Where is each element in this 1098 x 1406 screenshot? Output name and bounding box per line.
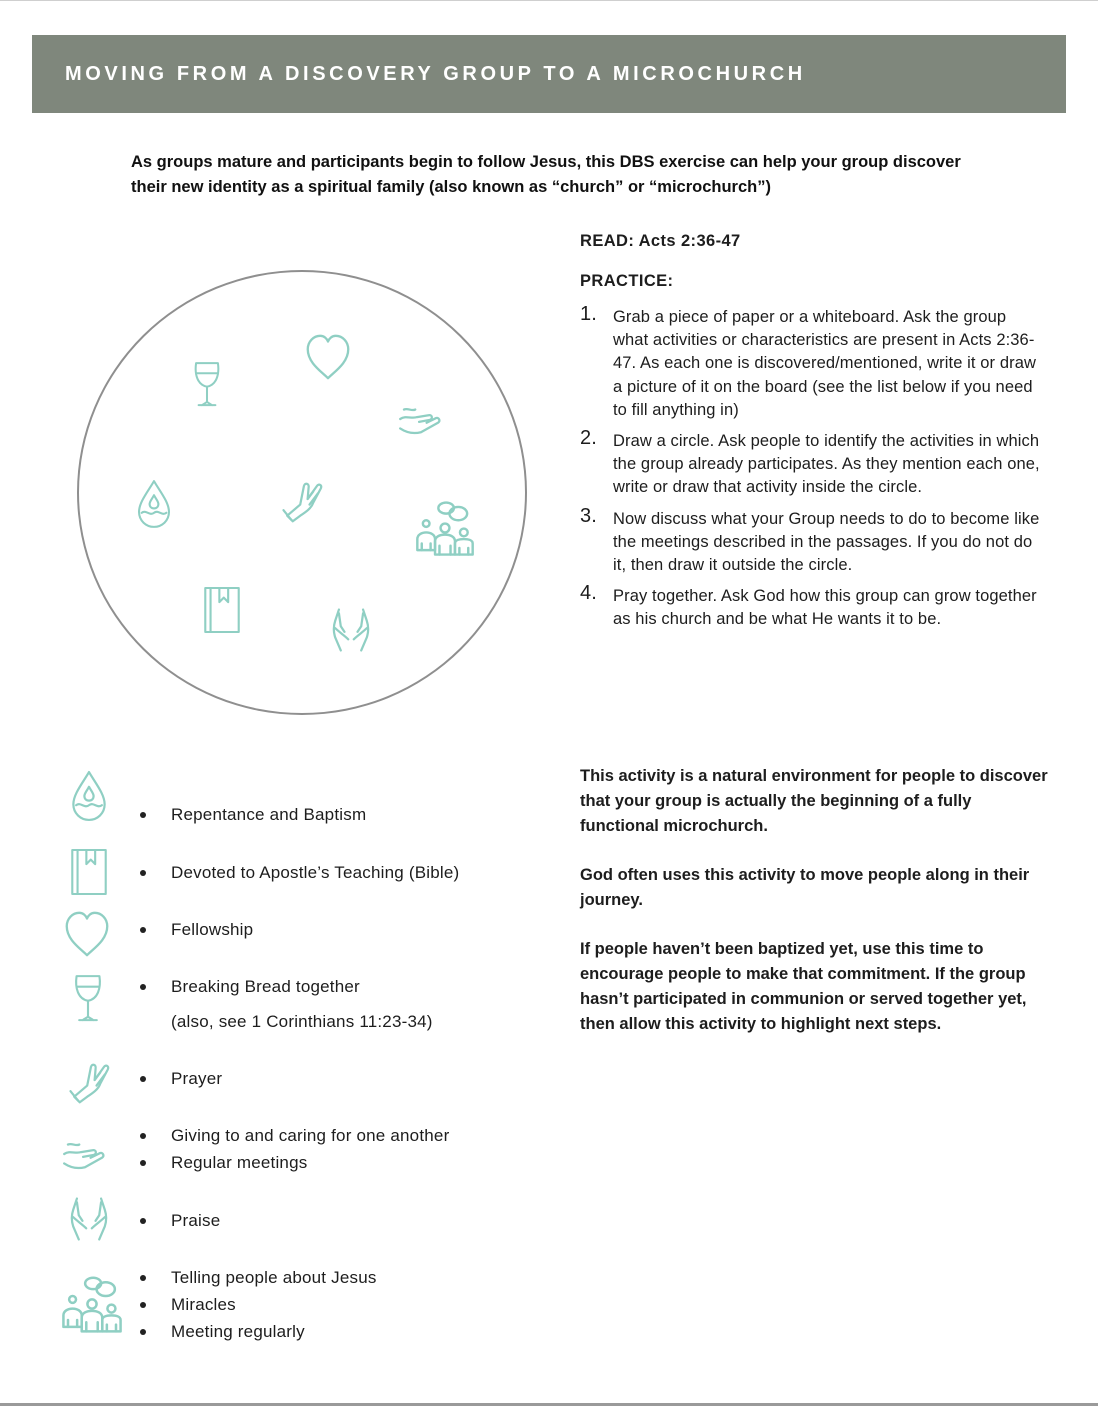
list-item-label: Regular meetings	[171, 1153, 308, 1172]
list-item-label: Repentance and Baptism	[171, 805, 367, 824]
list-item-label: Devoted to Apostle’s Teaching (Bible)	[171, 863, 460, 882]
praying-hands-icon	[277, 473, 329, 525]
step-text: Pray together. Ask God how this group can grow together as his church and be what He wants it to be.	[613, 587, 1037, 629]
praise-hands-icon	[325, 604, 377, 656]
people-talking-icon	[58, 1272, 126, 1336]
practice-section	[580, 229, 1040, 640]
heart-icon	[60, 907, 114, 961]
water-drop-icon	[132, 473, 176, 535]
list-item-label: Miracles	[171, 1295, 236, 1314]
title-banner	[32, 35, 1066, 113]
note-move-people: God often uses this activity to move people along in their journey.	[580, 866, 1030, 909]
read-reference: READ: Acts 2:36-47	[580, 232, 741, 250]
list-item-repentance	[143, 802, 523, 828]
list-item-breaking-bread	[143, 974, 523, 1000]
step-number: 1.	[580, 303, 597, 325]
list-item-giving	[143, 1123, 523, 1149]
list-item-prayer	[143, 1066, 523, 1092]
list-item-label: Prayer	[171, 1069, 223, 1088]
list-item-praise	[143, 1208, 523, 1234]
page-top-border	[0, 0, 1098, 1]
list-item-label: Fellowship	[171, 920, 254, 939]
list-item-label: Telling people about Jesus	[171, 1268, 377, 1287]
list-item-regular-meetings	[143, 1150, 523, 1176]
water-drop-icon	[66, 765, 112, 827]
giving-hand-icon	[56, 1137, 112, 1171]
intro-text: As groups mature and participants begin to follow Jesus, this DBS exercise can help your group discover their new identity as a spiritual family (also known as “church” or “microchurch”)	[131, 153, 961, 196]
practice-step-3	[580, 504, 1040, 578]
list-item-label: Praise	[171, 1211, 221, 1230]
list-item-telling	[143, 1265, 523, 1291]
practice-step-2	[580, 427, 1040, 500]
bible-icon	[67, 845, 111, 899]
list-item-meeting-regularly	[143, 1319, 523, 1345]
people-talking-icon	[412, 497, 478, 559]
list-item-label: Giving to and caring for one another	[171, 1126, 450, 1145]
list-item-teaching	[143, 860, 523, 886]
list-item-miracles	[143, 1292, 523, 1318]
step-text: Now discuss what your Group needs to do to become like the meetings described in the passages. If you do not do it, then draw it outside the circle.	[613, 509, 1040, 575]
list-item-label: Meeting regularly	[171, 1322, 305, 1341]
step-number: 3.	[580, 504, 597, 527]
practice-heading: PRACTICE:	[580, 272, 674, 290]
bible-icon	[200, 583, 244, 637]
step-text: Grab a piece of paper or a whiteboard. Ask the group what activities or characteristics are present in Acts 2:36-47. As each one is discovered/mentioned, write it or draw a picture of it on the board (see the list below if you need to fill anything in)	[613, 308, 1037, 419]
practice-step-4	[580, 582, 1040, 631]
practice-steps	[580, 303, 1040, 632]
list-item-fellowship	[143, 917, 523, 943]
step-number: 2.	[580, 427, 597, 450]
notes-section	[580, 764, 1050, 1061]
list-item-breaking-bread-note: (also, see 1 Corinthians 11:23-34)	[171, 1012, 433, 1031]
praying-hands-icon	[63, 1054, 117, 1106]
practice-step-1	[580, 303, 1040, 422]
note-natural-environment: This activity is a natural environment for people to discover that your group is actually the beginning of a fully functional microchurch.	[580, 767, 1048, 835]
step-text: Draw a circle. Ask people to identify the activities in which the group already participates. As they mention each one, write or draw that activity inside the circle.	[613, 432, 1040, 497]
wine-glass-icon	[66, 968, 110, 1030]
wine-glass-icon	[186, 355, 228, 415]
list-item-label: Breaking Bread together	[171, 977, 360, 996]
heart-icon	[300, 330, 356, 384]
step-number: 4.	[580, 582, 597, 605]
giving-hand-icon	[393, 402, 447, 436]
note-baptism: If people haven’t been baptized yet, use this time to encourage people to make that commitment. If the group hasn’t participated in communion or served together yet, then allow this activity to highlight next steps.	[580, 940, 1027, 1033]
praise-hands-icon	[62, 1193, 116, 1245]
page-title: MOVING FROM A DISCOVERY GROUP TO A MICROCHURCH	[65, 62, 806, 85]
